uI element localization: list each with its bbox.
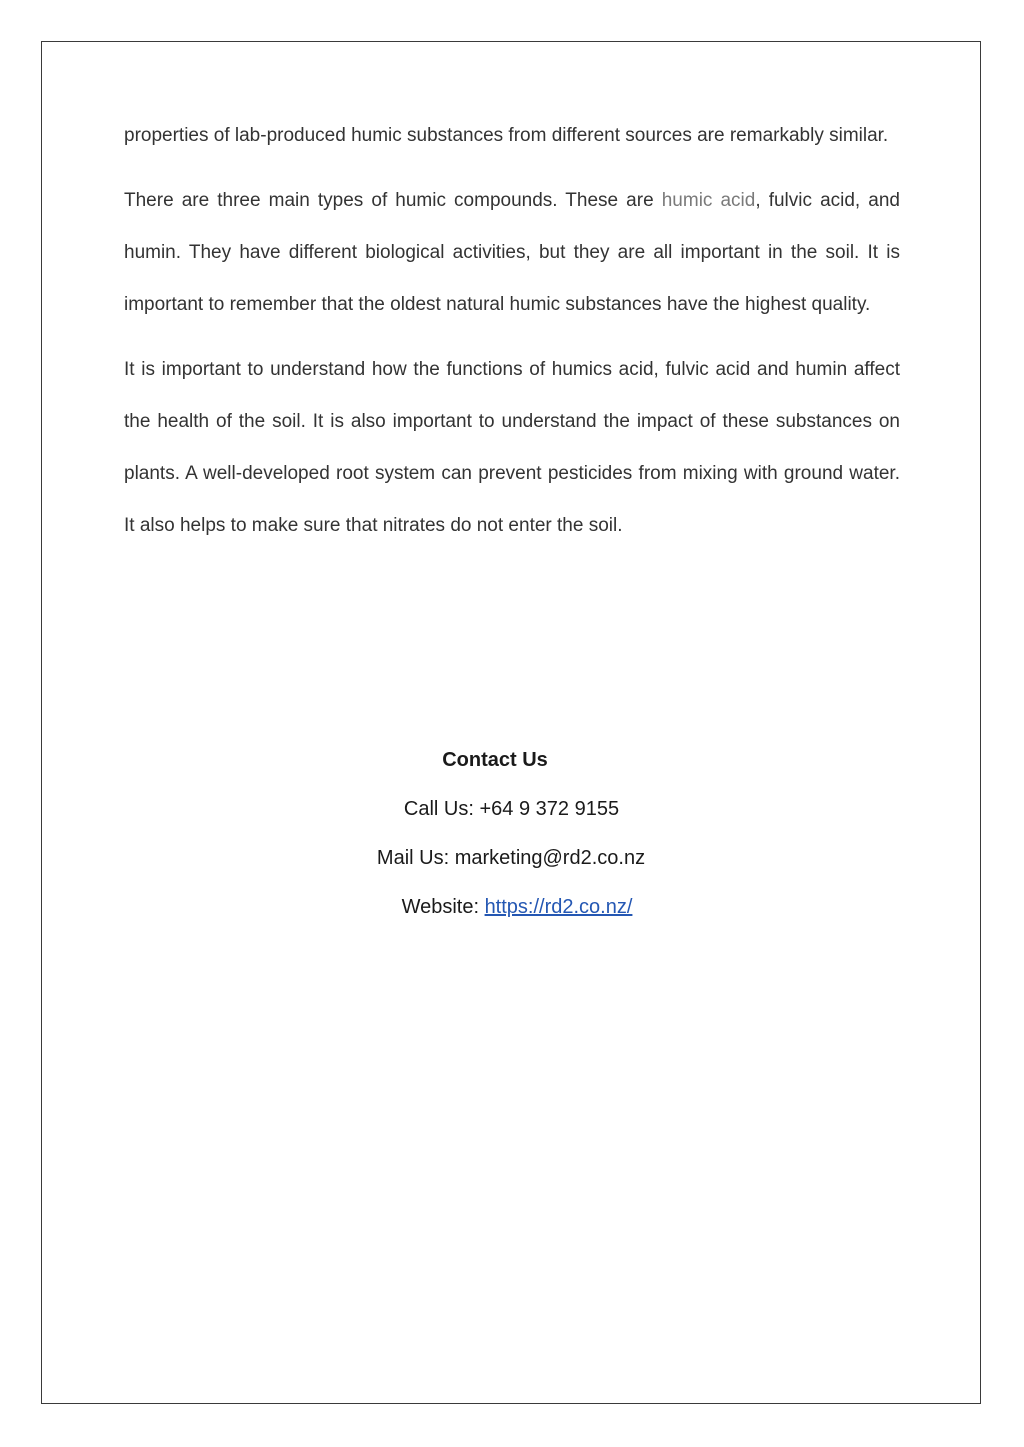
contact-section (0, 740, 1024, 927)
document-body (124, 110, 900, 565)
call-us-line: Call Us: +64 9 372 9155 (403, 798, 620, 820)
paragraph-text: There are three main types of humic compounds. These are (124, 190, 662, 211)
humic-acid-link[interactable]: humic acid (661, 190, 756, 211)
mail-us-line: Mail Us: marketing@rd2.co.nz (376, 847, 646, 869)
website-label: Website: (401, 896, 485, 918)
paragraph-properties: properties of lab-produced humic substances from different sources are remarkably similar. (124, 125, 889, 146)
paragraph-functions: It is important to understand how the functions of humics acid, fulvic acid and humin affect the health of the soil. It is also important to understand the impact of these substances on plants. A well-developed root system can prevent pesticides from mixing with ground water. It also helps to make sure that nitrates do not enter the soil. (124, 359, 900, 536)
website-line (10, 887, 1024, 927)
paragraph-text: , fulvic acid, and humin. They have different biological activities, but they are all important in the soil. It is important to remember that the oldest natural humic substances have the highest quality. (124, 190, 900, 315)
website-link[interactable]: https://rd2.co.nz/ (484, 896, 633, 918)
contact-heading: Contact Us (442, 749, 548, 771)
paragraph-humic-types (124, 175, 900, 331)
